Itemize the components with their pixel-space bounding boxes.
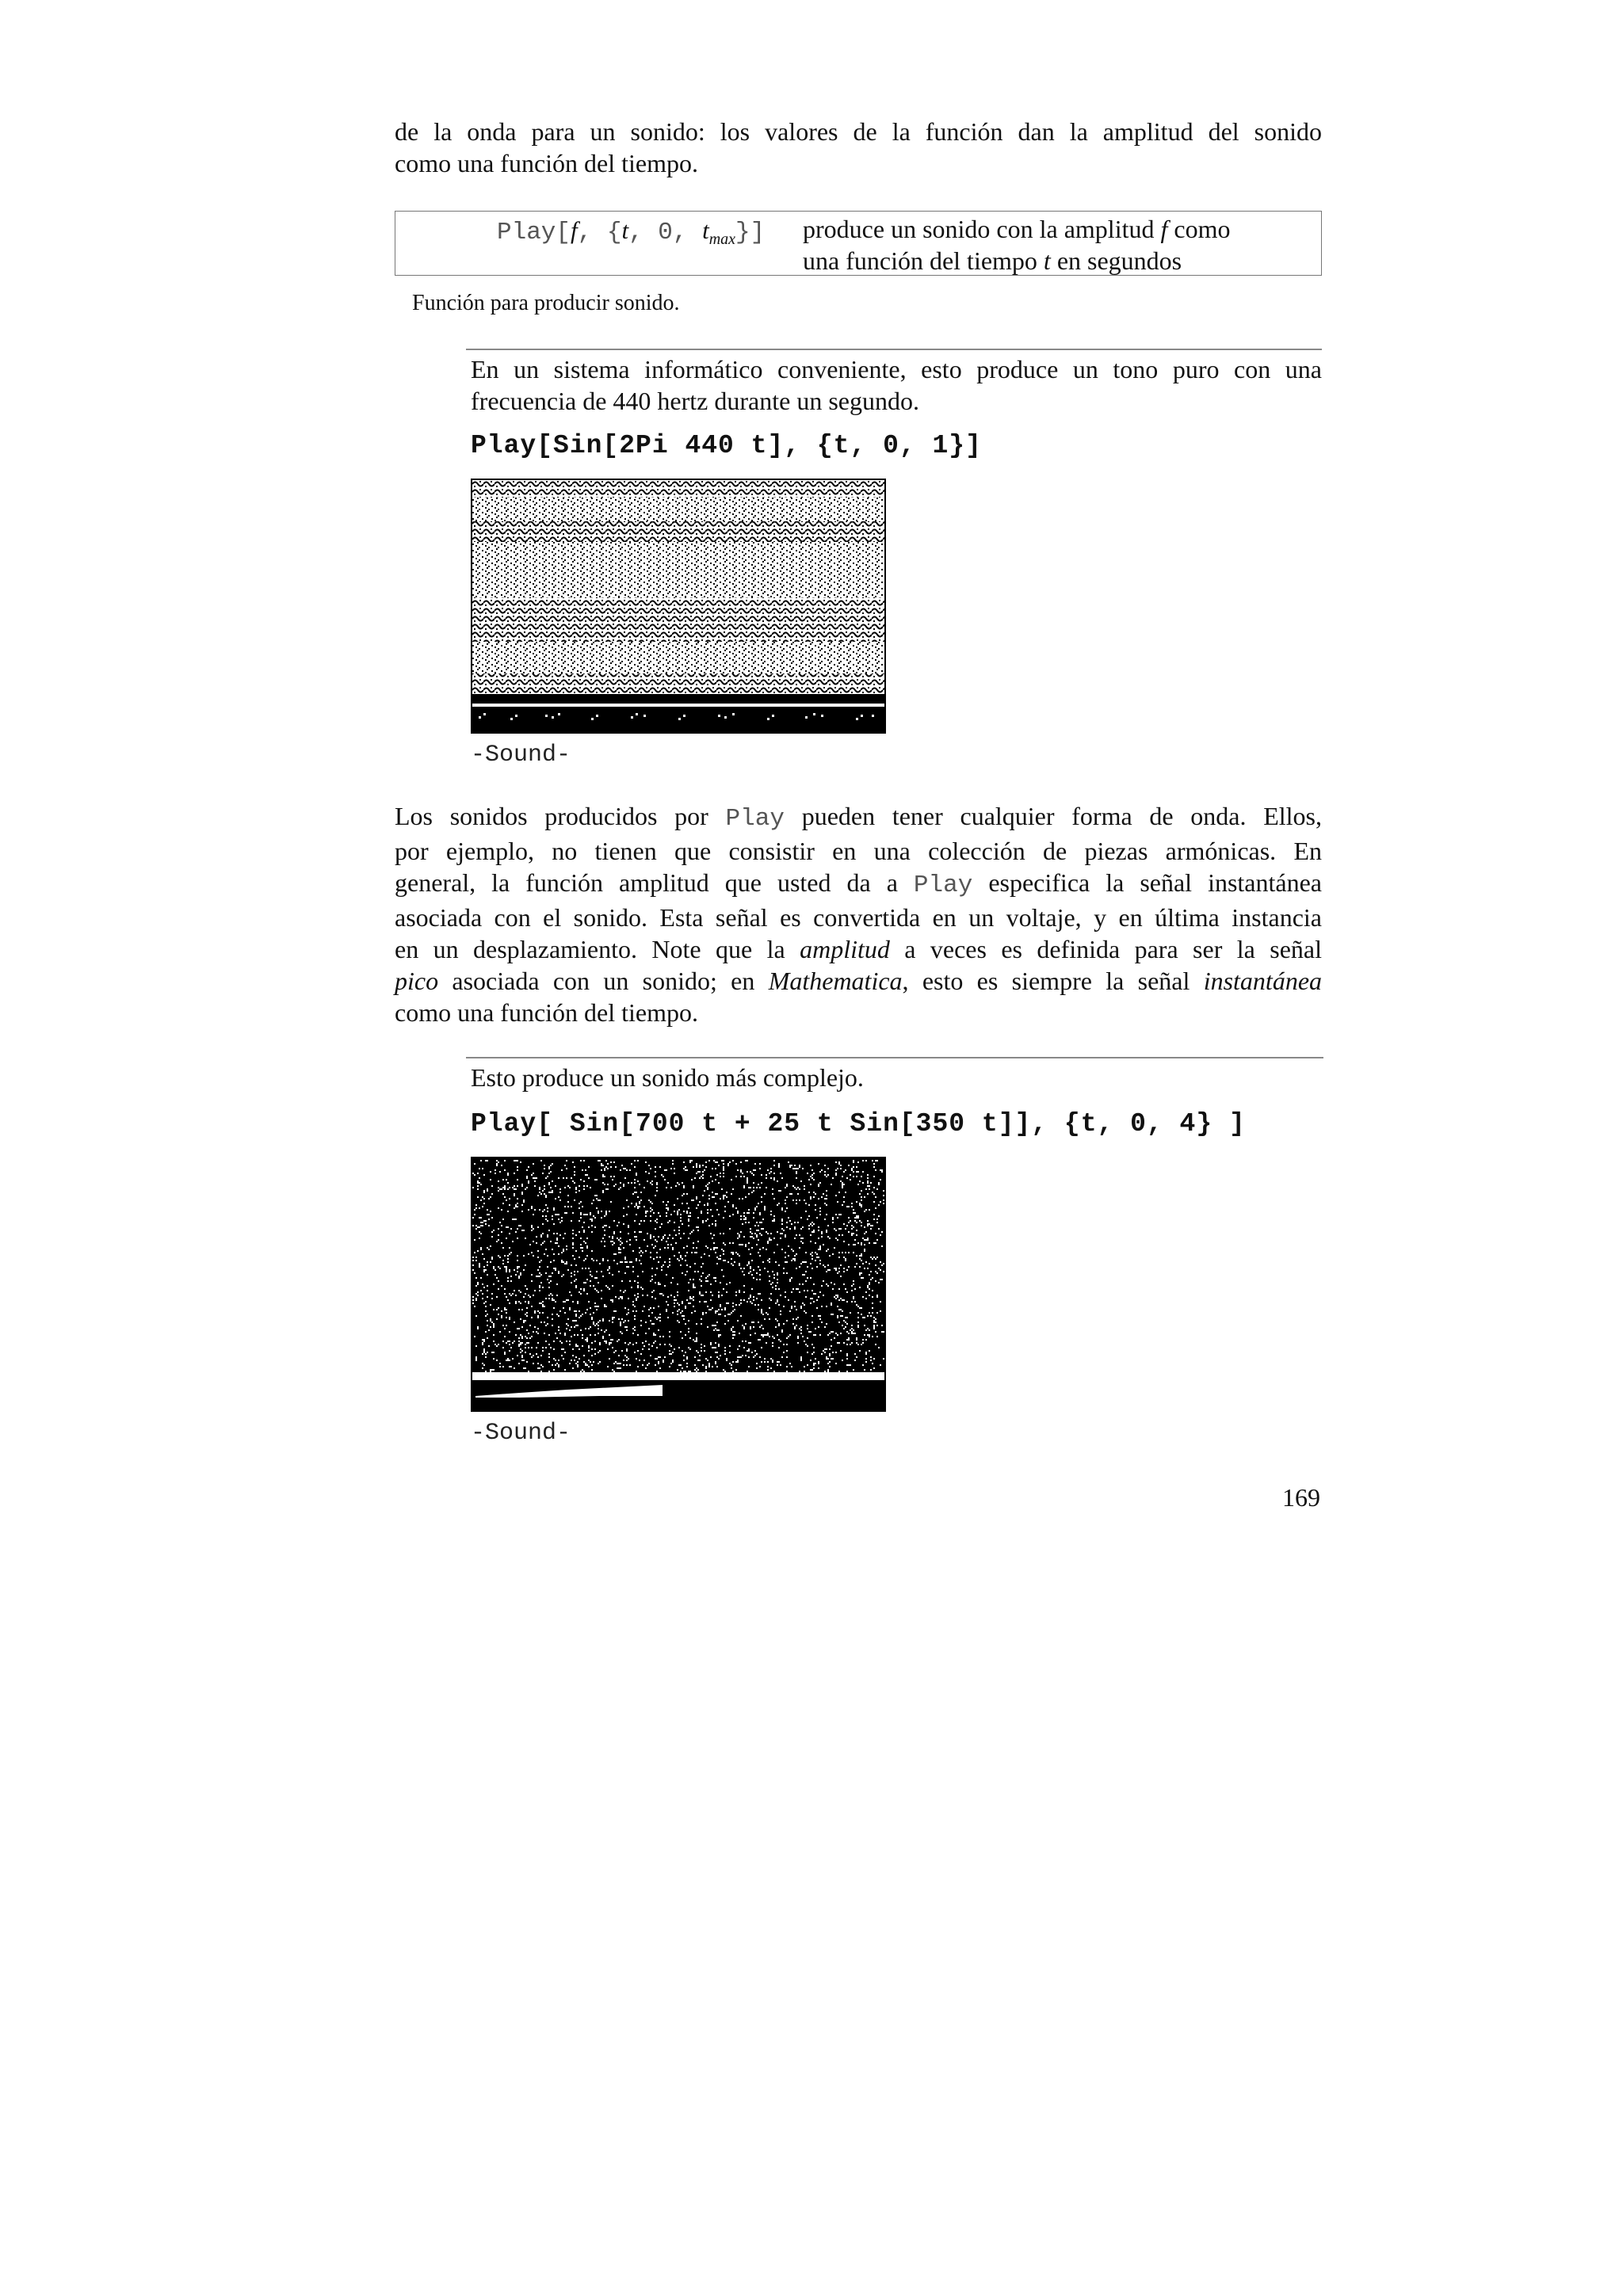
sound-waveform-pattern-1 (472, 480, 884, 732)
sound-waveform-pattern-2 (472, 1158, 884, 1410)
sound-graphic-1[interactable] (471, 479, 886, 734)
sound-label-1: -Sound- (471, 742, 571, 769)
table-caption: Función para producir sonido. (412, 291, 680, 315)
function-table-code: Play[f, {t, 0, $t_{max}$}] (497, 216, 766, 249)
intro-line-2: como una función del tiempo. (395, 149, 699, 177)
body-paragraph: Los sonidos producidos por Play pueden tener cualquier forma de onda. Ellos, por ejemplo, no tienen que consistir en una colección de piezas armónicas. En general, la función amplitud que usted da a Play especifica la señal instantánea asociada con el sonido. Esta señal es convertida en un voltaje, y en última instancia en un desplazamiento. Note que la amplitud a veces es definida para ser la señal pico asociada con un sonido; en Mathematica, esto es siempre la señal instantánea como una función del tiempo. (395, 802, 1323, 1027)
intro-line-1-text: de la onda para un sonido: los valores de la función dan la amplitud del sonido (395, 117, 1322, 146)
function-table-description: produce un sonido con la amplitud f como una función del tiempo t en segundos (803, 215, 1231, 275)
sound-label-2: -Sound- (471, 1420, 571, 1447)
example2-code: Play[ Sin[700 t + 25 t Sin[350 t]], {t, 0, 4} ] (471, 1109, 1246, 1138)
example1-code: Play[Sin[2Pi 440 t], {t, 0, 1}] (471, 431, 982, 460)
example2-divider (466, 1057, 1323, 1058)
example1-divider (466, 349, 1322, 350)
example1-text: En un sistema informático conveniente, esto produce un tono puro con una frecuencia de 440 hertz durante un segundo. (471, 355, 1322, 415)
sound-graphic-2[interactable] (471, 1157, 886, 1412)
page-number: 169 (1282, 1483, 1320, 1512)
example2-text: Esto produce un sonido más complejo. (471, 1063, 864, 1092)
intro-line-1 (395, 116, 1322, 147)
function-table (395, 211, 1322, 276)
